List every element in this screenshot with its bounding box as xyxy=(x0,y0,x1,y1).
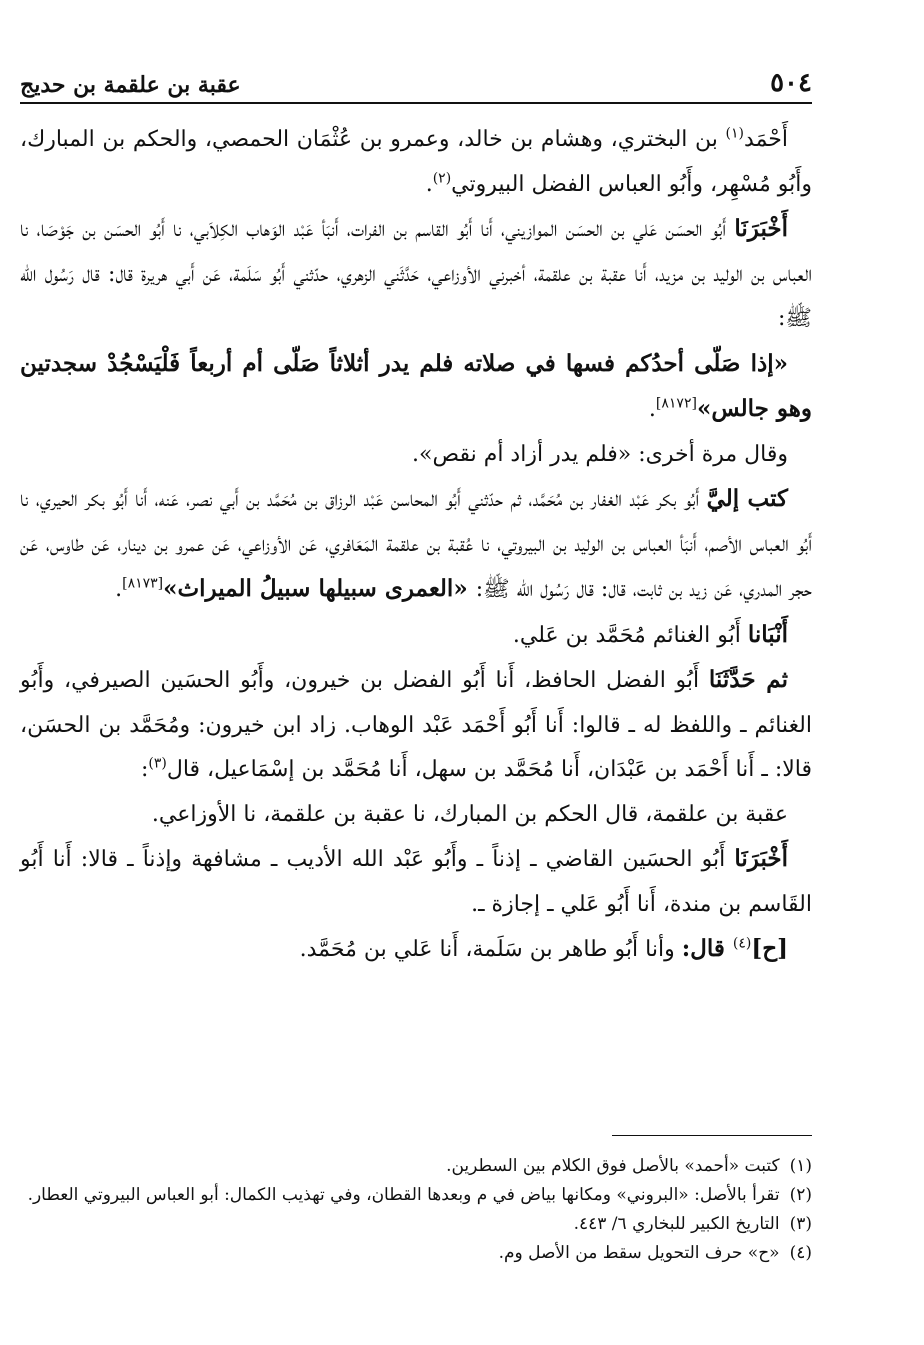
footnote-number: (٤) xyxy=(789,1243,812,1263)
hadith-text: «إذا صَلّى أحدُكم فسها في صلاته فلم يدر أثلاثاً صَلّى أم أربعاً فَلْيَسْجُدْ سجدتين وهو جالس» xyxy=(20,349,812,422)
paragraph-8 xyxy=(20,793,812,838)
punctuation: . xyxy=(425,171,433,197)
tahwil-marker: [ح] xyxy=(751,935,788,962)
chain-lead-word: أَخْبَرَنَا xyxy=(734,845,788,872)
page-header xyxy=(20,58,812,104)
paragraph-text: أَبُو الحسَن عَلي بن الحسَن الموازيني، أَنا أَبُو القاسم بن الفرات، أَنبَأ عَبْد الوَهاب الكِلاَبي، نا أَبُو الحسَن بن جَوْصَا، نا العباس بن الوليد بن مزيد، أَنا عقبة بن علقمة، أخبرني الأوزاعي، حَدَّثَني الزهري، حدّثني أَبُو سَلَمة، عَن أَبي هريرة قال: قال رَسُول الله ﷺ: xyxy=(20,217,812,331)
footnote xyxy=(20,1181,812,1210)
paragraph-7 xyxy=(20,658,812,793)
chain-lead-word: أَخْبَرَنَا xyxy=(734,215,788,242)
footnote-number: (١) xyxy=(789,1156,812,1176)
running-title: عقبة بن علقمة بن حديج xyxy=(20,72,241,98)
chain-lead-word: أَنْبَانا xyxy=(747,620,788,648)
paragraph-5 xyxy=(20,477,812,613)
footnote xyxy=(20,1210,812,1239)
footnote-number: (٣) xyxy=(789,1214,812,1234)
paragraph-9 xyxy=(20,837,812,927)
footnote-text: التاريخ الكبير للبخاري ٦/ ٤٤٣. xyxy=(573,1214,780,1234)
footnote-marker: (٢) xyxy=(432,170,452,187)
page-number: ٥٠٤ xyxy=(770,68,812,98)
paragraph-text: أَبُو بكر عَبْد الغفار بن مُحَمَّد، ثم حدّثني أَبُو المحاسن عَبْد الرزاق بن مُحَمَّد بن أَبي نصر، عَنه، أَنا أَبُو بكر الحيري، نا أَبُو العباس الأصم، أَنبَأ العباس بن الوليد بن البيروتي، نا عُقبة بن علقمة المَعَافري، عَن الأوزاعي، عَن عمرو بن دينار، عَن طاوس، عَن حجر المدري، عَن زيد بن ثابت، قال: قال رَسُول الله ﷺ: xyxy=(20,487,812,602)
footnote-marker: (٤) xyxy=(732,935,752,952)
footnote-marker: (١) xyxy=(725,125,745,142)
paragraph-6 xyxy=(20,613,812,659)
punctuation: . xyxy=(648,397,656,422)
paragraph-text: وأنا أَبُو طاهر بن سَلَمة، أَنا عَلي بن مُحَمَّد. xyxy=(299,937,682,962)
footnotes xyxy=(20,1152,812,1268)
paragraph-text: أَبُو الحسَين القاضي ـ إذناً ـ وأَبُو عَبْد الله الأديب ـ مشافهة وإذناً ـ قالا: أَنا أَبُو القَاسم بن مندة، أَنا أَبُو عَلي ـ إجازة ـ. xyxy=(20,847,812,917)
chain-lead-word: ثم حَدَّثَنَا xyxy=(708,666,788,693)
paragraph-1 xyxy=(20,118,812,207)
chain-lead-word: قال: xyxy=(681,935,733,962)
paragraph-4 xyxy=(20,433,812,478)
paragraph-10 xyxy=(20,927,812,973)
hadith-number: [٨١٧٣] xyxy=(122,575,164,592)
footnote xyxy=(20,1239,812,1268)
punctuation: . xyxy=(115,577,123,602)
hadith-number: [٨١٧٢] xyxy=(655,395,697,412)
paragraph-text: عقبة بن علقمة، قال الحكم بن المبارك، نا عقبة بن علقمة، نا الأوزاعي. xyxy=(151,801,788,827)
hadith-1 xyxy=(20,342,812,433)
footnote-text: «ح» حرف التحويل سقط من الأصل وم. xyxy=(498,1243,780,1263)
paragraph-text: أَبُو الغنائم مُحَمَّد بن عَلي. xyxy=(512,622,748,648)
paragraph-text: أَبُو الفضل الحافظ، أَنا أَبُو الفضل بن خيرون، وأَبُو الحسَين الصيرفي، وأَبُو الغنائم ـ واللفظ له ـ قالوا: أَنا أَبُو أَحْمَد عَبْد الوهاب. زاد ابن خيرون: ومُحَمَّد بن الحسَن، قالا: ـ أَنا أَحْمَد بن عَبْدَان، أَنا مُحَمَّد بن سهل، أَنا مُحَمَّد بن إسْمَاعيل، قال xyxy=(20,668,812,782)
footnote-text: تقرأ بالأصل: «البروني» ومكانها بياض في م وبعدها القطان، وفي تهذيب الكمال: أبو العباس البيروتي العطار. xyxy=(27,1185,780,1205)
punctuation: : xyxy=(140,757,149,782)
chain-lead-word: كتب إليَّ xyxy=(706,485,788,512)
footnote-text: كتبت «أحمد» بالأصل فوق الكلام بين السطرين. xyxy=(446,1156,780,1176)
paragraph-text: أَحْمَد xyxy=(744,127,788,152)
paragraph-text: بن البختري، وهشام بن خالد، وعمرو بن عُثْمَان الحمصي، والحكم بن المبارك، وأَبُو مُسْهِر، وأَبُو العباس الفضل البيروتي xyxy=(20,127,812,197)
footnote xyxy=(20,1152,812,1181)
footnote-marker: (٣) xyxy=(148,755,167,772)
footnote-number: (٢) xyxy=(789,1185,812,1205)
hadith-text: «العمرى سبيلها سبيلُ الميراث» xyxy=(163,575,476,602)
paragraph-text: وقال مرة أخرى: «فلم يدر أزاد أم نقص». xyxy=(412,441,788,467)
footnote-divider xyxy=(612,1135,812,1136)
paragraph-2 xyxy=(20,207,812,342)
main-text xyxy=(20,118,812,973)
